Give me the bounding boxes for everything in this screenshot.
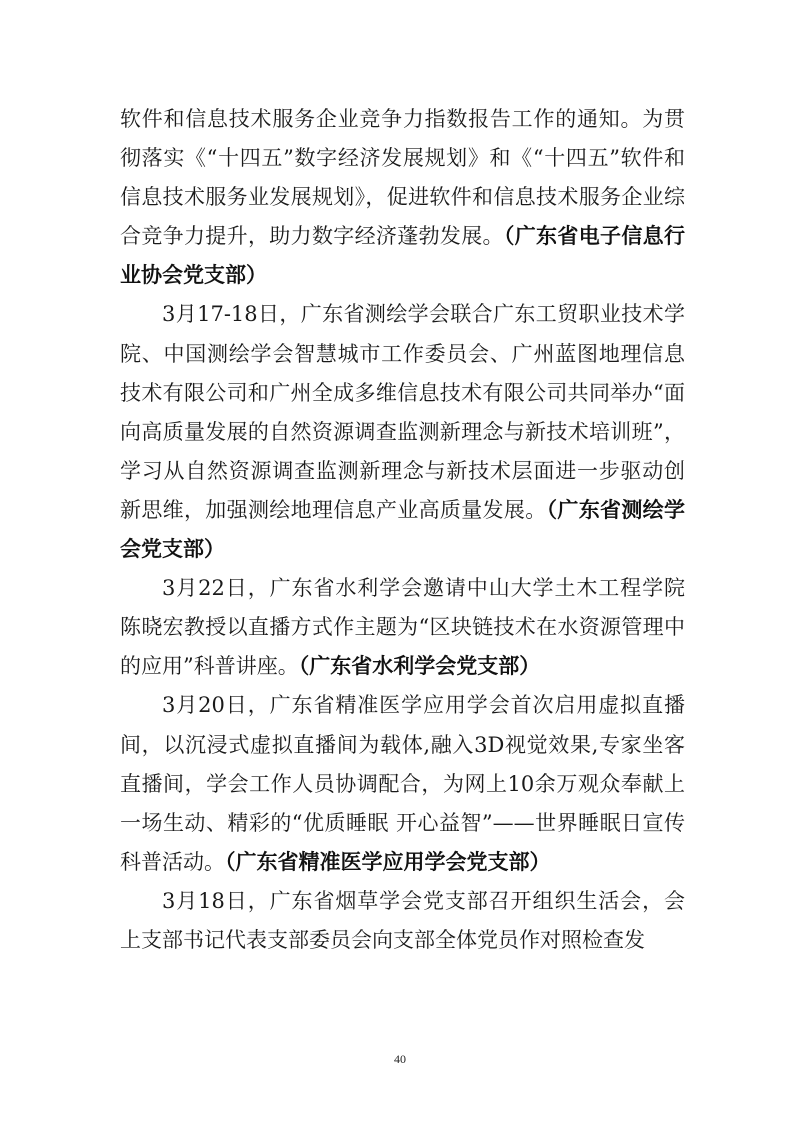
paragraph-4 <box>120 686 685 881</box>
paragraph-4-source: （广东省精准医学应用学会党支部） <box>225 849 551 874</box>
paragraph-3-text: 3月22日，广东省水利学会邀请中山大学土木工程学院陈晓宏教授以直播方式作主题为“区块链技术在水资源管理中的应用”科普讲座。 <box>120 576 685 679</box>
paragraph-3-source: （广东省水利学会党支部） <box>298 654 541 679</box>
paragraph-1 <box>120 100 685 295</box>
document-body <box>120 100 685 960</box>
paragraph-2 <box>120 295 685 569</box>
paragraph-5 <box>120 882 685 960</box>
paragraph-5-text: 3月18日，广东省烟草学会党支部召开组织生活会，会上支部书记代表支部委员会向支部全体党员作对照检查发 <box>120 888 685 952</box>
page-number: 40 <box>394 1052 406 1066</box>
paragraph-4-text: 3月20日，广东省精准医学应用学会首次启用虚拟直播间，以沉浸式虚拟直播间为载体,融入3D视觉效果,专家坐客直播间，学会工作人员协调配合，为网上10余万观众奉献上一场生动、精彩的“优质睡眠 开心益智”——世界睡眠日宣传科普活动。 <box>120 693 685 874</box>
paragraph-1-text: 软件和信息技术服务企业竞争力指数报告工作的通知。为贯彻落实《“十四五”数字经济发展规划》和《“十四五”软件和信息技术服务业发展规划》，促进软件和信息技术服务企业综合竞争力提升，助力数字经济蓬勃发展。 <box>120 107 685 249</box>
paragraph-3 <box>120 569 685 686</box>
paragraph-1-source: （广东省电子信息行业协会党支部） <box>120 224 686 288</box>
paragraph-2-source: （广东省测绘学会党支部） <box>120 497 686 562</box>
paragraph-2-text: 3月17-18日，广东省测绘学会联合广东工贸职业技术学院、中国测绘学会智慧城市工作委员会、广州蓝图地理信息技术有限公司和广州全成多维信息技术有限公司共同举办“面向高质量发展的自然资源调查监测新理念与新技术培训班”，学习从自然资源调查监测新理念与新技术层面进一步驱动创新思维，加强测绘地理信息产业高质量发展。 <box>120 302 685 522</box>
